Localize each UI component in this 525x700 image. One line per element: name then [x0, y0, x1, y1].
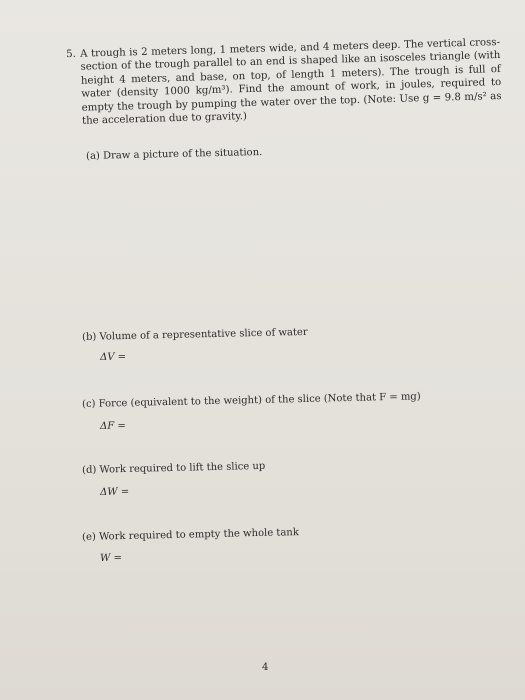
part-b-label: (b) Volume of a representative slice of water: [82, 326, 308, 343]
part-c-answer: ΔF =: [100, 420, 126, 432]
part-a-label: (a) Draw a picture of the situation.: [86, 147, 263, 162]
part-b-answer: ΔV =: [100, 351, 127, 363]
part-e-label: (e) Work required to empty the whole tank: [82, 527, 299, 543]
part-e-answer: W =: [100, 552, 123, 564]
problem-text: A trough is 2 meters long, 1 meters wide, and 4 meters deep. The vertical cross-section of the trough parallel to an end is shaped like an isosceles triangle (with height 4 meters, and base, on top, of length 1 meters). The trough is full of water (density 1000 kg/m³). Find the amount of work, in joules, required to empty the trough by pumping the water over the top. (Note: Use g = 9.8 m/s² as the acceleration due to gravity.): [80, 36, 502, 127]
problem-statement: [66, 36, 502, 128]
page-number: 4: [262, 662, 269, 673]
problem-number: 5.: [66, 48, 77, 61]
part-d-answer: ΔW =: [100, 486, 130, 498]
part-c-label: (c) Force (equivalent to the weight) of the slice (Note that F = mg): [82, 391, 421, 410]
part-d-label: (d) Work required to lift the slice up: [82, 460, 266, 476]
